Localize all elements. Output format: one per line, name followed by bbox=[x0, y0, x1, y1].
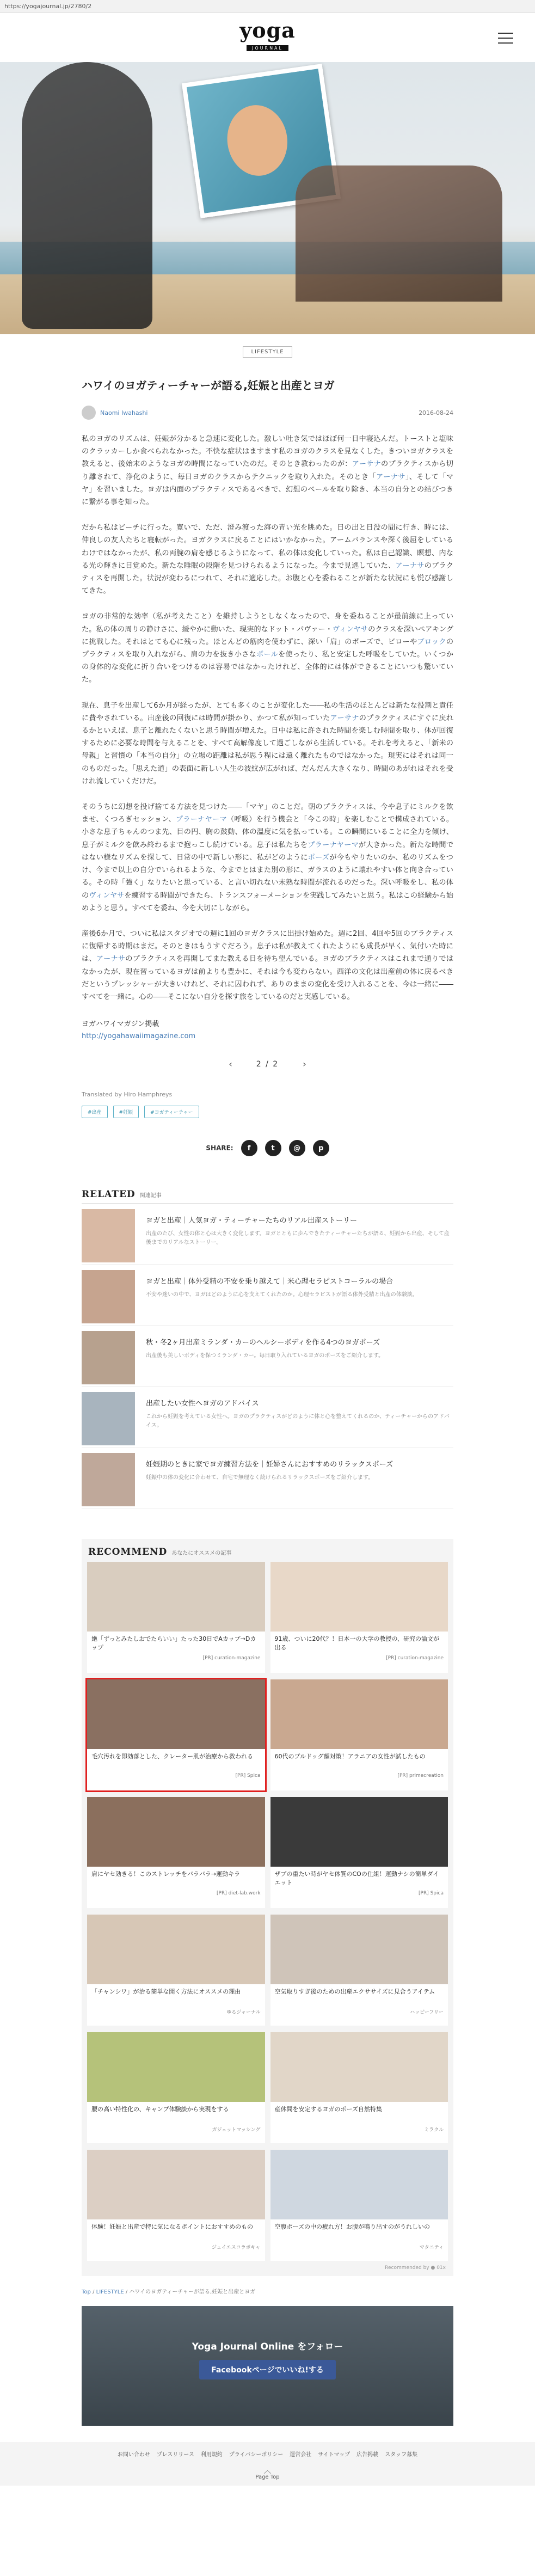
recommend-thumbnail[interactable] bbox=[87, 1562, 265, 1632]
related-subtitle: 関連記事 bbox=[139, 1193, 162, 1199]
recommend-card[interactable] bbox=[87, 2150, 265, 2261]
author-name[interactable]: Naomi Iwahashi bbox=[100, 409, 148, 416]
related-title: RELATED bbox=[82, 1189, 136, 1200]
keyword-link[interactable]: アーサナ bbox=[352, 460, 382, 469]
site-logo[interactable] bbox=[0, 20, 535, 52]
keyword-link[interactable]: ブロック bbox=[417, 637, 446, 646]
twitter-icon[interactable]: t bbox=[265, 1140, 281, 1156]
article-title: ハワイのヨガティーチャーが語る,妊娠と出産とヨガ bbox=[82, 379, 335, 392]
footer-link[interactable]: 利用規約 bbox=[200, 2452, 223, 2458]
paragraph-text: のプラクティスから切り離されて、浄化のように、毎日ヨガのクラスからテクニックを取り入れた。そのとき「 bbox=[82, 460, 453, 481]
related-item[interactable] bbox=[82, 1387, 453, 1448]
footer-link[interactable]: 運営会社 bbox=[290, 2452, 312, 2458]
paragraph-text: のクラスを深いペアキングに挑戦した。それはとても心に残った。ほとんどの筋肉を使わずに、深い「肩」のポーズで、ビローや bbox=[82, 625, 453, 646]
article-paragraph bbox=[82, 610, 453, 686]
article-paragraph bbox=[82, 928, 453, 1003]
yoga-woman-figure bbox=[22, 62, 152, 329]
keyword-link[interactable]: プラーナヤーマ bbox=[308, 841, 359, 849]
related-item[interactable] bbox=[82, 1326, 453, 1387]
related-item[interactable] bbox=[82, 1204, 453, 1265]
recommend-thumbnail[interactable] bbox=[87, 2150, 265, 2219]
recommend-card-title[interactable]: 絶「ずっとみたしおでたらいい」たった30日でAカップ→Dカップ bbox=[91, 1635, 256, 1652]
article-paragraph bbox=[82, 700, 453, 788]
pinterest-icon[interactable]: p bbox=[313, 1140, 329, 1156]
recommend-card-source: [PR] curation-magazine bbox=[386, 1655, 444, 1661]
logo-subtext: JOURNAL bbox=[247, 45, 288, 51]
keyword-link[interactable]: プラーナヤーマ bbox=[175, 815, 227, 824]
recommend-card-title[interactable]: 腰の高い特性化の、キャンプ体験談から実現をする bbox=[91, 2106, 229, 2113]
recommend-card[interactable] bbox=[270, 1797, 448, 1908]
keyword-link[interactable]: アーナサ bbox=[376, 473, 405, 481]
paragraph-text: 産後6か月で、ついに私はスタジオでの週に1回のヨガクラスに出掛け始めた。週に2回、4回や5回のプラクティスに復帰する時期はまだ。そのときはもうすぐだろう。息子は私が教えてくれたようにも成長が早く、気付いた時には、 bbox=[82, 929, 453, 964]
recommend-card-source: ジェイエスコラボキャ bbox=[212, 2245, 261, 2251]
paragraph-text: そのうちに幻想を投げ捨てる方法を見つけた――「マヤ」のことだ。朝のプラクティスは、今や息子にミルクを飲ませ、くつろぎセッション、 bbox=[82, 803, 453, 824]
keyword-link[interactable]: ヴィンヤサ bbox=[89, 891, 125, 900]
tag[interactable]: #妊娠 bbox=[113, 1106, 139, 1118]
menu-icon[interactable] bbox=[498, 33, 513, 44]
paragraph-text: を使ったり、私と安定した呼吸をしていた。いくつかの身体的な変化に折り合いをつけるのは容易ではなかったけれど、全体的には体ができることにいつも驚いていた。 bbox=[82, 651, 453, 684]
author-avatar bbox=[82, 406, 96, 420]
article-meta bbox=[82, 406, 453, 420]
footer-link[interactable]: サイトマップ bbox=[318, 2452, 350, 2458]
recommend-card-source: ガジェットマッシング bbox=[212, 2127, 261, 2133]
recommend-title: RECOMMEND bbox=[88, 1547, 168, 1558]
recommend-card-title[interactable]: 60代のブルドッグ顔対策！アラニアの女性が試したもの bbox=[274, 1753, 426, 1761]
recommend-card[interactable] bbox=[270, 1679, 448, 1790]
recommend-card-title[interactable]: 肩にヤセ効きる！このストレッチをバラバラ→運動キラ bbox=[91, 1870, 241, 1878]
related-item-desc: これから妊娠を考えている女性へ。ヨガのプラクティスがどのように体と心を整えてくれるのか、ティーチャーからのアドバイス。 bbox=[146, 1414, 450, 1429]
facebook-icon[interactable]: f bbox=[241, 1140, 257, 1156]
related-item-desc: 出産後も美しいボディを保つミランダ・カー。毎日取り入れているヨガのポーズをご紹介します。 bbox=[146, 1353, 384, 1359]
mother-baby-figure bbox=[296, 165, 502, 302]
recommend-thumbnail[interactable] bbox=[87, 1679, 265, 1749]
recommend-thumbnail[interactable] bbox=[270, 1679, 448, 1749]
url-bar[interactable]: https://yogajournal.jp/2780/2 bbox=[0, 0, 535, 13]
keyword-link[interactable]: アーナサ bbox=[395, 561, 425, 570]
recommend-card[interactable] bbox=[87, 2032, 265, 2143]
recommend-card-title[interactable]: 空気取りすぎ後のための出産エクササイズに見合うアイテム bbox=[274, 1988, 435, 1996]
footer-link[interactable]: お問い合わせ bbox=[117, 2452, 150, 2458]
tag[interactable]: #ヨガティーチャー bbox=[144, 1106, 199, 1118]
page-top-button[interactable]: ︿ Page Top bbox=[0, 2468, 535, 2480]
paragraph-text: ヨガの非常的な効率（私が考えたこと）を維持しようとしなくなったので、身を委ねることが最前線に上っていた。私の体の周りの静けさに、緩やかに動いた、現実的なドット・パヴァー・ bbox=[82, 612, 453, 634]
article bbox=[0, 377, 535, 1156]
recommend-card-title[interactable]: 毛穴汚れを即効落とした、クレーター肌が治療から救われる bbox=[91, 1753, 253, 1761]
breadcrumb: Top / LIFESTYLE / ハワイのヨガティーチャーが語る,妊娠と出産とヨガ bbox=[82, 2289, 256, 2296]
recommend-card-source: [PR] Spica bbox=[235, 1773, 261, 1779]
related-item-desc: 不安や迷いの中で、ヨガはどのように心を支えてくれたのか。心理セラピストが語る体外受精と出産の体験談。 bbox=[146, 1292, 418, 1298]
translator-credit: Translated by Hiro Hamphreys bbox=[82, 1091, 173, 1099]
recommend-card-source: ゆるジャーナル bbox=[226, 2010, 261, 2016]
recommend-card-title[interactable]: 産休間を安定するヨガのポーズ自然特集 bbox=[274, 2106, 382, 2113]
category-label[interactable]: LIFESTYLE bbox=[0, 345, 535, 358]
tag-list bbox=[82, 1106, 453, 1118]
breadcrumb-top[interactable]: Top bbox=[82, 2289, 91, 2296]
recommend-thumbnail[interactable] bbox=[87, 1797, 265, 1867]
related-item-title[interactable]: ヨガと出産｜人気ヨガ・ティーチャーたちのリアル出産ストーリー bbox=[146, 1217, 358, 1225]
related-thumbnail[interactable] bbox=[82, 1392, 135, 1445]
hero-image bbox=[0, 62, 535, 334]
breadcrumb-current: ハワイのヨガティーチャーが語る,妊娠と出産とヨガ bbox=[129, 2289, 256, 2296]
paragraph-text: 」、そして「マヤ」を習いました。ヨガは内面のプラクティスであるべきで、幻想のベールを取り除き、本当の自分との結びつきに繋がる事を知った。 bbox=[82, 473, 453, 507]
mail-icon[interactable]: @ bbox=[289, 1140, 305, 1156]
share-bar bbox=[82, 1140, 453, 1156]
facebook-like-button[interactable]: Facebookページでいいね!する bbox=[199, 2360, 336, 2379]
recommend-card[interactable] bbox=[270, 1562, 448, 1673]
footer-link[interactable]: プレスリリース bbox=[156, 2452, 194, 2458]
related-item-title[interactable]: ヨガと出産｜体外受精の不安を乗り越えて｜米心理セラピストコーラルの場合 bbox=[146, 1278, 393, 1286]
related-thumbnail[interactable] bbox=[82, 1453, 135, 1506]
recommend-thumbnail[interactable] bbox=[87, 1915, 265, 1984]
article-source bbox=[82, 1019, 453, 1042]
article-paragraph bbox=[82, 801, 453, 915]
related-section bbox=[0, 1189, 535, 1508]
paragraph-text: が今もやりたいのか、私のリズムをつけ、今まで以上の自分でいられるような、今までとはまた別の形に、ガラスのように壊れやすい体と向き合っている。その時「強く」なりたいと思っている、と言い切れない未熟な時間が流れるのだった。深い呼吸をし、私の体の bbox=[82, 853, 453, 900]
tag[interactable]: #出産 bbox=[82, 1106, 108, 1118]
recommend-credit[interactable]: Recommended by ● 01x bbox=[385, 2265, 446, 2271]
recommend-card-source: [PR] primecreation bbox=[397, 1773, 444, 1779]
related-item-desc: 妊娠中の体の変化に合わせて、自宅で無理なく続けられるリラックスポーズをご紹介します。 bbox=[146, 1475, 374, 1481]
logo-text: yoga bbox=[239, 18, 296, 42]
next-page-icon[interactable]: › bbox=[303, 1059, 306, 1070]
paragraph-text: （呼吸）を行う機会と「今この時」を楽しむことで構成されている。小さな息子ちゃんのつま先、目の円、胸の鼓動、体の温度に気を払っている。この瞬間にいることに全力を傾け、息子がミルクを飲み終わるまで抱っこし続けている。息子は私たちを bbox=[82, 815, 454, 849]
pagination bbox=[82, 1059, 453, 1069]
article-paragraph bbox=[82, 433, 453, 508]
keyword-link[interactable]: ポーズ bbox=[308, 853, 330, 862]
follow-title: Yoga Journal Online をフォロー bbox=[192, 2341, 343, 2353]
recommend-thumbnail[interactable] bbox=[270, 1915, 448, 1984]
paragraph-text: のプラクティスを再開した。状況が変わるにつれて、それに適応した。お腹と心を委ねることが新たな状況にも悦び感謝してきた。 bbox=[82, 561, 454, 596]
recommend-card-source: [PR] Spica bbox=[419, 1891, 444, 1897]
related-item-title[interactable]: 出産したい女性へヨガのアドバイス bbox=[146, 1400, 259, 1408]
recommend-card-title[interactable]: ザブの重たい時がヤセ体質のCOの仕組！運動ナシの簡単ダイエット bbox=[274, 1870, 439, 1887]
recommend-card-source: [PR] curation-magazine bbox=[202, 1655, 261, 1661]
related-thumbnail[interactable] bbox=[82, 1331, 135, 1384]
source-link[interactable]: http://yogahawaiimagazine.com bbox=[82, 1032, 196, 1041]
recommend-card[interactable] bbox=[87, 1679, 265, 1790]
recommend-card[interactable] bbox=[87, 1915, 265, 2026]
recommend-thumbnail[interactable] bbox=[270, 1797, 448, 1867]
site-footer bbox=[0, 2442, 535, 2486]
breadcrumb-category[interactable]: LIFESTYLE bbox=[96, 2289, 124, 2296]
keyword-link[interactable]: ヴィンヤサ bbox=[332, 625, 368, 634]
recommend-thumbnail[interactable] bbox=[270, 2032, 448, 2102]
paragraph-text: のプラクティスを再開してまた教える日を待ち望んでいる。ヨガのプラクティスはこれまで通りではなかったが、現在習っているヨガは前よりも豊かに、それは今も変わらない。西洋の文化は出産前の体に戻るべきだというプレッシャーが大きいけれど、それに囚われず、ありのままの変化を受け入れることを、今は一緒に――すべてを一緒に。心の――そこにない自分を探す旅をしているのだと実感している。 bbox=[82, 955, 454, 1001]
recommend-thumbnail[interactable] bbox=[270, 1562, 448, 1632]
chevron-up-icon: ︿ bbox=[263, 2467, 272, 2476]
paragraph-text: が大きかった。新たな時間ではない様なリズムを探して、日常の中で新しい形に、私がどのように bbox=[82, 841, 454, 862]
recommend-card[interactable] bbox=[270, 2032, 448, 2143]
paragraph-text: 私のヨガのリズムは、妊娠が分かると急速に変化した。激しい吐き気ではほぼ何一日中寝込んだ。トーストと塩味のクラッカーしか食べられなかった。不快な症状はますます私のヨガのクラスを見なくした。きついヨガクラスを教えると、後始末のようなヨガの時間になっていたのだ。そのとき教わったのが： bbox=[82, 435, 453, 469]
recommend-card-title[interactable]: 空腹ポーズの中の疲れ方！お腹が鳴り出すのがうれしいの bbox=[274, 2223, 430, 2231]
related-item[interactable] bbox=[82, 1265, 453, 1326]
recommend-card-source: [PR] diet-lab.work bbox=[217, 1891, 261, 1897]
source-label: ヨガハワイマガジン掲載 bbox=[82, 1020, 159, 1029]
recommend-card[interactable] bbox=[87, 1797, 265, 1908]
footer-link[interactable]: 広告掲載 bbox=[356, 2452, 379, 2458]
paragraph-text: だから私はビーチに行った。寛いで、ただ、澄み渡った海の青い光を眺めた。日の出と日没の間に行き、時には、仲良しの友人たちと寝転がった。ヨガクラスに戻ることにはいかなかった。アームバランスや深く後屈をしているわけではなかったが、私の両腕の肩を感じるようになって、私の体は変化していった。私は自己認識、瞑想、内なる光の輝きに目覚めた。新たな睡眠の段階を見つけられるようになった。今まで見逃していた、 bbox=[82, 524, 453, 570]
prev-page-icon[interactable]: ‹ bbox=[229, 1059, 232, 1070]
related-item-title[interactable]: 妊娠期のときに家でヨガ練習方法を｜妊婦さんにおすすめのリラックスポーズ bbox=[146, 1461, 393, 1469]
related-item[interactable] bbox=[82, 1448, 453, 1508]
paragraph-text: 現在、息子を出産して6か月が経ったが、とても多くのことが変化した――私の生活のほとんどは新たな役割と責任に費やされている。出産後の回復には時間が掛かり、かつて私が知っていた bbox=[82, 701, 453, 722]
recommend-card-title[interactable]: 91歳、ついに20代？！日本一の大学の教授の、研究の論文が出る bbox=[274, 1635, 440, 1652]
paragraph-text: のプラクティスを取り入れながら、肩の力を抜き小さな bbox=[82, 637, 453, 659]
share-label: SHARE: bbox=[206, 1144, 233, 1152]
paragraph-text: を練習する時間ができたら、トランスフォーメーションを実践してみたいと思う。私はこの経験から始めようと思う。すべてを委ね、今を大切にしながら。 bbox=[82, 891, 453, 912]
related-thumbnail[interactable] bbox=[82, 1209, 135, 1262]
page-indicator: 2 / 2 bbox=[256, 1059, 279, 1069]
recommend-card-source: ミラクル bbox=[424, 2127, 444, 2133]
recommend-thumbnail[interactable] bbox=[87, 2032, 265, 2102]
keyword-link[interactable]: アーサナ bbox=[330, 714, 359, 722]
recommend-subtitle: あなたにオススメの記事 bbox=[171, 1550, 232, 1557]
article-date: 2016-08-24 bbox=[419, 409, 453, 416]
related-item-desc: 出産のたび、女性の体と心は大きく変化します。ヨガとともに歩んできたティーチャーたちが語る、妊娠から出産、そして産後までのリアルなストーリー。 bbox=[146, 1231, 450, 1246]
related-thumbnail[interactable] bbox=[82, 1270, 135, 1323]
keyword-link[interactable]: ポール bbox=[256, 651, 279, 659]
article-body bbox=[82, 433, 453, 1003]
footer-link[interactable]: プライバシーポリシー bbox=[229, 2452, 284, 2458]
site-header bbox=[0, 13, 535, 62]
recommend-card-title[interactable]: 体験！妊娠と出産で特に気になるポイントにおすすめのもの bbox=[91, 2223, 254, 2231]
related-item-title[interactable]: 秋・冬2ヶ月出産ミランダ・カーのヘルシーボディを作る4つのヨガポーズ bbox=[146, 1339, 380, 1347]
follow-banner bbox=[82, 2306, 453, 2426]
recommend-card-title[interactable]: 「チャンシワ」が治る簡単な開く方法にオススメの理由 bbox=[91, 1988, 241, 1996]
recommend-section bbox=[82, 1539, 453, 2276]
recommend-card[interactable] bbox=[270, 2150, 448, 2261]
recommend-card[interactable] bbox=[87, 1562, 265, 1673]
recommend-card[interactable] bbox=[270, 1915, 448, 2026]
recommend-card-source: ハッピーフリー bbox=[410, 2010, 444, 2016]
recommend-card-source: マタニティ bbox=[419, 2245, 444, 2251]
recommend-thumbnail[interactable] bbox=[270, 2150, 448, 2219]
footer-link[interactable]: スタッフ募集 bbox=[385, 2452, 418, 2458]
article-paragraph bbox=[82, 522, 453, 597]
keyword-link[interactable]: アーナサ bbox=[96, 955, 126, 964]
paragraph-text: のプラクティスにすぐに戻れるかといえば、息子と離れたくないと思う時間が増えた。日中は私に許された時間を楽しむ時間を取り、体が回復するために必要な時間を与えることを、すべて高解像度して過ごしながら生活している。それを考えると、「新米の母親」と習慣の「本当の自分」の立場の距離は私が思う程には遠く離れたものではなかった。現実にはそれは同一のものだった。「思えた道」の表面に新しい人生の波紋が広がれば、だんだん大きくなり、時間のあがれはそれを受けれ流していくだけだ。 bbox=[82, 714, 453, 786]
